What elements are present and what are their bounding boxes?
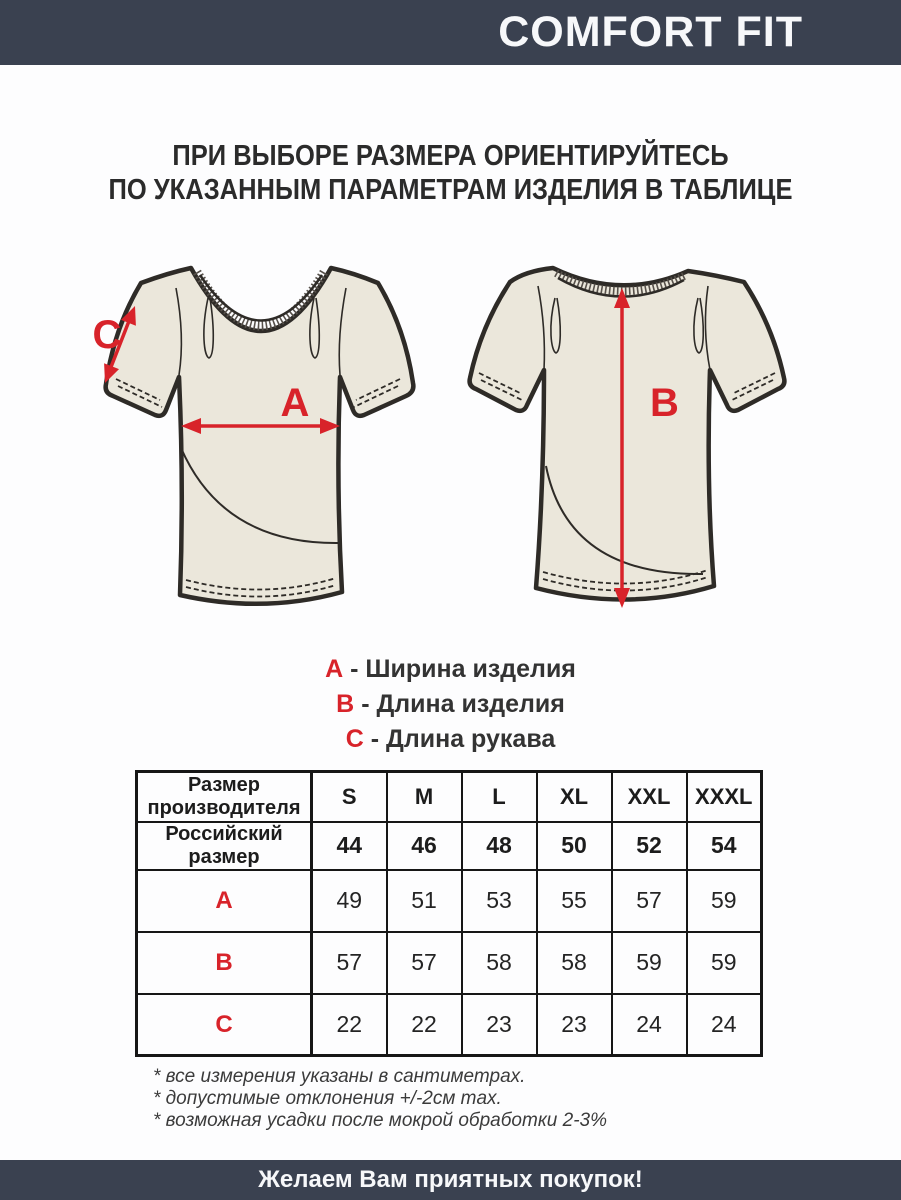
- table-row-manufacturer-sizes: [137, 772, 762, 822]
- table-cell: 24: [687, 994, 762, 1056]
- legend-row-width: [0, 652, 901, 687]
- table-cell: 44: [312, 822, 387, 870]
- table-cell: 54: [687, 822, 762, 870]
- measure-label-b: B: [650, 381, 679, 425]
- bottom-banner-message: Желаем Вам приятных покупок!: [258, 1166, 643, 1193]
- tshirt-front-outline: [106, 268, 414, 604]
- table-row-label-c: C: [137, 994, 312, 1056]
- table-cell: 58: [537, 932, 612, 994]
- size-table: [135, 770, 763, 1057]
- table-cell: 51: [387, 870, 462, 932]
- top-banner: [0, 0, 901, 65]
- table-cell: XL: [537, 772, 612, 822]
- table-cell: 23: [537, 994, 612, 1056]
- legend-row-sleeve: [0, 722, 901, 757]
- table-row-russian-sizes: [137, 822, 762, 870]
- table-cell: 53: [462, 870, 537, 932]
- table-row-b: [137, 932, 762, 994]
- table-cell: 59: [687, 932, 762, 994]
- footnote-3: * возможная усадки после мокрой обработки 2-3%: [153, 1110, 607, 1131]
- table-cell: L: [462, 772, 537, 822]
- table-header-label: Размер производителя: [137, 772, 312, 822]
- table-cell: 46: [387, 822, 462, 870]
- footnote-1: * все измерения указаны в сантиметрах.: [153, 1066, 526, 1087]
- table-cell: XXL: [612, 772, 687, 822]
- legend-row-length: [0, 687, 901, 722]
- tshirt-back-outline: [470, 268, 785, 600]
- table-cell: 57: [312, 932, 387, 994]
- brand-title: COMFORT FIT: [498, 8, 803, 56]
- measurement-legend: [0, 652, 901, 757]
- table-cell: 52: [612, 822, 687, 870]
- heading-line-1: ПРИ ВЫБОРЕ РАЗМЕРА ОРИЕНТИРУЙТЕСЬ: [172, 140, 729, 172]
- heading-line-2: ПО УКАЗАННЫМ ПАРАМЕТРАМ ИЗДЕЛИЯ В ТАБЛИЦЕ: [108, 174, 793, 206]
- table-cell: 57: [387, 932, 462, 994]
- legend-text-b: - Длина изделия: [361, 690, 565, 718]
- table-cell: 24: [612, 994, 687, 1056]
- bottom-banner: [0, 1160, 901, 1200]
- table-cell: 59: [687, 870, 762, 932]
- measure-label-a: A: [280, 381, 310, 425]
- table-row-c: [137, 994, 762, 1056]
- legend-text-c: - Длина рукава: [370, 725, 556, 753]
- tshirt-front-diagram: [88, 256, 428, 631]
- table-cell: 58: [462, 932, 537, 994]
- table-cell: 50: [537, 822, 612, 870]
- footnotes: [153, 1066, 607, 1132]
- table-cell: XXXL: [687, 772, 762, 822]
- table-cell: 23: [462, 994, 537, 1056]
- legend-text-a: - Ширина изделия: [350, 655, 576, 683]
- footnote-2: * допустимые отклонения +/-2см max.: [153, 1088, 502, 1109]
- measure-label-c: C: [92, 313, 122, 357]
- legend-key-b: B: [336, 690, 355, 718]
- table-cell: 22: [312, 994, 387, 1056]
- table-row-label-b: B: [137, 932, 312, 994]
- table-row-label-a: A: [137, 870, 312, 932]
- page-heading: [54, 139, 847, 207]
- table-cell: 57: [612, 870, 687, 932]
- table-cell: S: [312, 772, 387, 822]
- legend-key-a: A: [325, 655, 344, 683]
- table-cell: 55: [537, 870, 612, 932]
- table-cell: 48: [462, 822, 537, 870]
- legend-key-c: C: [345, 725, 364, 753]
- tshirt-back-diagram: [458, 256, 798, 631]
- table-cell: M: [387, 772, 462, 822]
- table-row-label: Российский размер: [137, 822, 312, 870]
- table-cell: 59: [612, 932, 687, 994]
- table-cell: 49: [312, 870, 387, 932]
- table-row-a: [137, 870, 762, 932]
- table-cell: 22: [387, 994, 462, 1056]
